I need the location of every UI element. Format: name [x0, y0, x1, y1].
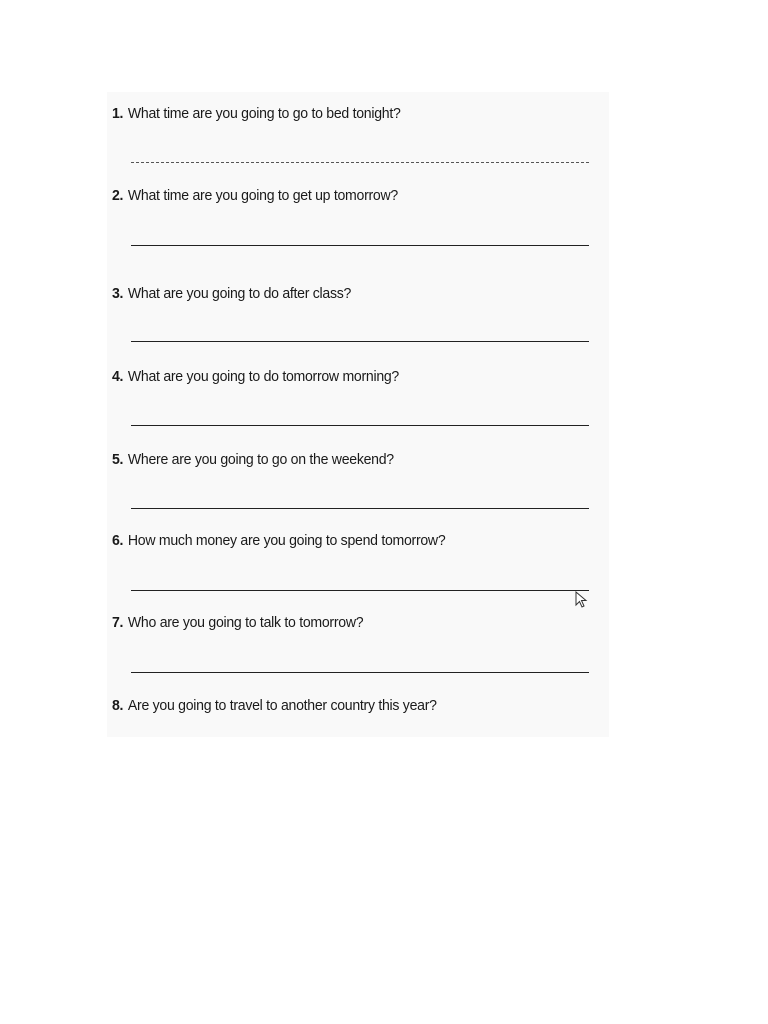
question-2 — [112, 186, 398, 206]
question-number: 6. — [112, 532, 124, 549]
mouse-pointer-icon — [575, 591, 589, 609]
answer-line-7[interactable] — [131, 672, 589, 673]
question-number: 8. — [112, 697, 124, 714]
question-1 — [112, 104, 401, 124]
question-3 — [112, 284, 351, 304]
question-6 — [112, 531, 445, 551]
question-number: 4. — [112, 368, 124, 385]
answer-line-6[interactable] — [131, 590, 589, 591]
question-text: What are you going to do tomorrow morning? — [127, 368, 399, 385]
question-8 — [112, 696, 437, 716]
question-text: Who are you going to talk to tomorrow? — [127, 614, 364, 631]
question-number: 1. — [112, 105, 124, 122]
question-text: Are you going to travel to another country this year? — [127, 697, 437, 714]
question-text: How much money are you going to spend tomorrow? — [127, 532, 446, 549]
answer-line-5[interactable] — [131, 508, 589, 509]
answer-line-2[interactable] — [131, 245, 589, 246]
question-text: What time are you going to get up tomorrow? — [127, 187, 398, 204]
question-5 — [112, 450, 394, 470]
question-7 — [112, 613, 363, 633]
question-number: 2. — [112, 187, 124, 204]
question-text: What are you going to do after class? — [127, 285, 352, 302]
answer-line-3[interactable] — [131, 341, 589, 342]
question-4 — [112, 367, 399, 387]
question-number: 3. — [112, 285, 124, 302]
answer-line-1[interactable] — [131, 162, 589, 163]
question-text: What time are you going to go to bed tonight? — [127, 105, 401, 122]
question-number: 7. — [112, 614, 124, 631]
question-text: Where are you going to go on the weekend? — [127, 451, 394, 468]
question-number: 5. — [112, 451, 124, 468]
worksheet — [107, 92, 609, 737]
answer-line-4[interactable] — [131, 425, 589, 426]
